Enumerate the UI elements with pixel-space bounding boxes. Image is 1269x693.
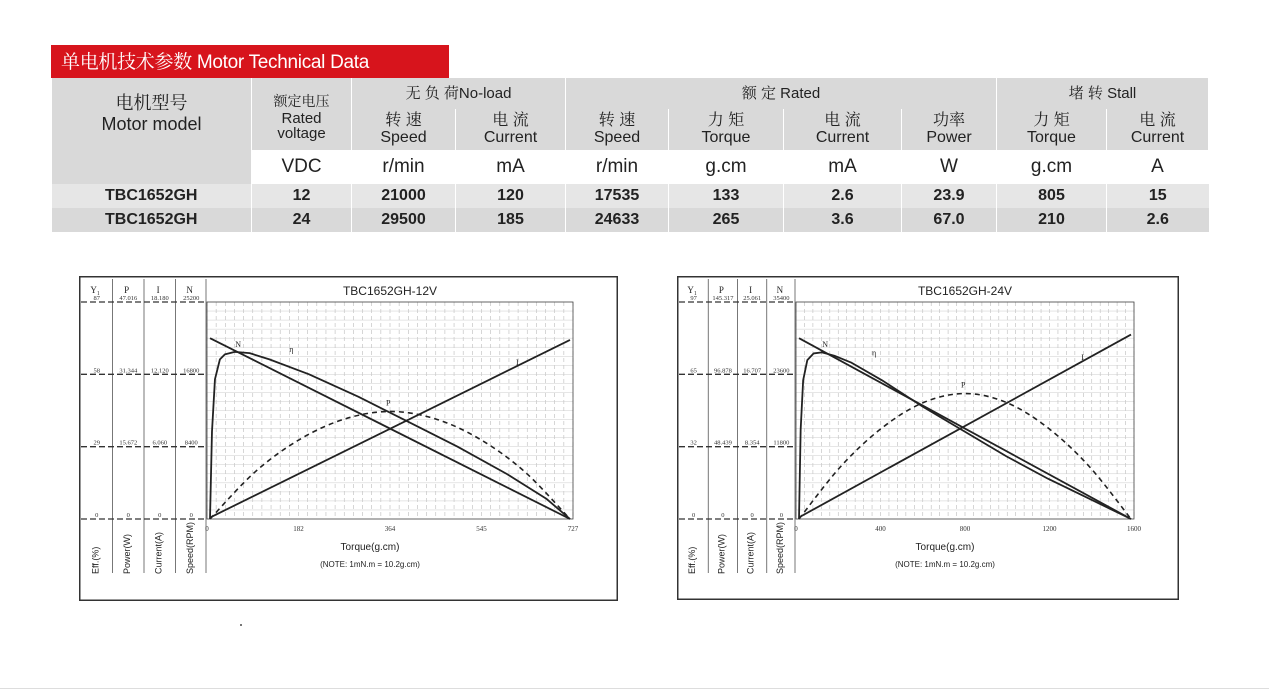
axis-header: I xyxy=(749,285,753,295)
header-col: 电 流 Current xyxy=(1107,109,1209,150)
series-label: P xyxy=(386,398,391,408)
performance-chart-24v xyxy=(677,276,1179,600)
y-tick-label: 0 xyxy=(721,512,725,519)
x-tick-label: 727 xyxy=(567,525,579,533)
page-divider xyxy=(0,688,1269,689)
x-tick-label: 364 xyxy=(384,525,396,533)
header-col: 转 速 Speed xyxy=(566,109,669,150)
header-col: 功率 Power xyxy=(902,109,997,150)
x-tick-label: 1200 xyxy=(1042,525,1057,533)
header-col: 电 流 Current xyxy=(456,109,566,150)
cell-noload-current: 120 xyxy=(456,184,566,208)
axis-header: Y₁ xyxy=(687,285,697,295)
cell-rated-torque: 133 xyxy=(669,184,784,208)
y-tick-label: 58 xyxy=(93,367,100,375)
y-axis-label: Speed(RPM) xyxy=(184,521,195,574)
y-tick-label: 35400 xyxy=(773,295,790,302)
y-tick-label: 32 xyxy=(690,439,697,447)
unit-cell: g.cm xyxy=(997,150,1107,184)
y-tick-label: 97 xyxy=(690,295,697,302)
cell-voltage: 12 xyxy=(252,184,352,208)
cell-stall-current: 15 xyxy=(1107,184,1209,208)
axis-header: N xyxy=(186,285,193,295)
y-tick-label: 96.878 xyxy=(713,367,732,375)
y-tick-label: 0 xyxy=(95,512,99,519)
cell-rated-power: 67.0 xyxy=(902,208,997,232)
y-tick-label: 47.016 xyxy=(119,295,138,302)
cell-noload-speed: 29500 xyxy=(352,208,456,232)
x-tick-label: 182 xyxy=(293,525,304,533)
cell-voltage: 24 xyxy=(252,208,352,232)
table-row xyxy=(52,208,1209,232)
unit-cell: VDC xyxy=(252,150,352,184)
cell-model: TBC1652GH xyxy=(52,208,252,232)
cell-rated-torque: 265 xyxy=(669,208,784,232)
y-axis-label: Power(W) xyxy=(716,534,727,574)
performance-chart-12v xyxy=(79,276,618,601)
cell-rated-current: 2.6 xyxy=(784,184,902,208)
y-tick-label: 0 xyxy=(126,512,130,519)
header-col: 转 速 Speed xyxy=(352,109,456,150)
axis-header: N xyxy=(776,285,784,295)
y-tick-label: 48.439 xyxy=(713,439,732,447)
y-tick-label: 6.060 xyxy=(152,439,168,447)
unit-cell: mA xyxy=(456,150,566,184)
y-tick-label: 8400 xyxy=(184,439,198,447)
x-axis-label: Torque(g.cm) xyxy=(340,542,400,553)
unit-cell: r/min xyxy=(566,150,669,184)
unit-cell: r/min xyxy=(352,150,456,184)
x-axis-label: Torque(g.cm) xyxy=(915,542,975,553)
series-label: η xyxy=(872,348,877,358)
cell-rated-current: 3.6 xyxy=(784,208,902,232)
y-tick-label: 8.354 xyxy=(744,439,760,447)
header-rated-voltage: 额定电压 Rated voltage xyxy=(252,78,352,150)
cell-model: TBC1652GH xyxy=(52,184,252,208)
table-row xyxy=(52,184,1209,208)
y-tick-label: 0 xyxy=(692,512,696,519)
series-label: N xyxy=(235,339,241,349)
chart-svg xyxy=(79,276,618,601)
section-title: 单电机技术参数 Motor Technical Data xyxy=(51,45,449,78)
x-tick-label: 0 xyxy=(794,525,798,533)
axis-header: P xyxy=(718,285,724,295)
y-tick-label: 25.061 xyxy=(743,295,762,302)
unit-cell: g.cm xyxy=(669,150,784,184)
y-axis-label: Current(A) xyxy=(745,531,756,574)
unit-cell: A xyxy=(1107,150,1209,184)
header-model: 电机型号 Motor model xyxy=(52,78,252,150)
y-axis-label: Current(A) xyxy=(153,531,164,574)
chart-note: (NOTE: 1mN.m = 10.2g.cm) xyxy=(895,560,995,569)
x-tick-label: 800 xyxy=(959,525,971,533)
unit-cell: mA xyxy=(784,150,902,184)
y-tick-label: 0 xyxy=(779,512,783,519)
series-label: P xyxy=(961,380,966,390)
cell-rated-speed: 24633 xyxy=(566,208,669,232)
y-tick-label: 87 xyxy=(93,295,100,302)
y-tick-label: 16.707 xyxy=(743,367,762,375)
x-tick-label: 400 xyxy=(875,525,886,533)
header-noload: 无 负 荷No-load xyxy=(352,78,566,109)
x-tick-label: 0 xyxy=(205,525,209,533)
cell-stall-current: 2.6 xyxy=(1107,208,1209,232)
chart-title: TBC1652GH-24V xyxy=(917,284,1013,298)
y-tick-label: 31.344 xyxy=(119,367,138,375)
series-label: η xyxy=(289,345,294,355)
y-tick-label: 11800 xyxy=(773,439,790,447)
cell-stall-torque: 210 xyxy=(997,208,1107,232)
y-tick-label: 18.180 xyxy=(150,295,169,302)
cell-noload-current: 185 xyxy=(456,208,566,232)
cell-rated-speed: 17535 xyxy=(566,184,669,208)
y-tick-label: 23600 xyxy=(773,367,790,375)
cell-noload-speed: 21000 xyxy=(352,184,456,208)
y-tick-label: 12.120 xyxy=(150,367,169,375)
y-tick-label: 29 xyxy=(93,439,100,447)
motor-spec-table xyxy=(51,78,1209,232)
y-tick-label: 16800 xyxy=(183,367,200,375)
unit-cell: W xyxy=(902,150,997,184)
header-stall: 堵 转 Stall xyxy=(997,78,1209,109)
y-axis-label: Eff.(%) xyxy=(687,546,698,574)
header-col: 力 矩 Torque xyxy=(669,109,784,150)
y-tick-label: 0 xyxy=(750,512,754,519)
decorative-dot xyxy=(240,624,242,626)
axis-header: I xyxy=(156,285,160,295)
y-axis-label: Speed(RPM) xyxy=(774,521,785,574)
y-tick-label: 15.672 xyxy=(119,439,138,447)
chart-note: (NOTE: 1mN.m = 10.2g.cm) xyxy=(320,560,420,569)
series-label: I xyxy=(516,357,519,367)
series-label: N xyxy=(822,339,829,349)
y-tick-label: 145.317 xyxy=(712,295,734,302)
series-label: I xyxy=(1081,353,1084,363)
axis-header: P xyxy=(124,285,130,295)
axis-header: Y₁ xyxy=(90,285,100,295)
cell-rated-power: 23.9 xyxy=(902,184,997,208)
y-tick-label: 0 xyxy=(158,512,162,519)
cell-stall-torque: 805 xyxy=(997,184,1107,208)
x-tick-label: 1600 xyxy=(1127,525,1141,533)
y-axis-label: Power(W) xyxy=(121,534,132,574)
header-col: 电 流 Current xyxy=(784,109,902,150)
chart-title: TBC1652GH-12V xyxy=(342,284,438,298)
chart-svg xyxy=(677,276,1179,600)
y-tick-label: 25200 xyxy=(183,295,200,302)
y-axis-label: Eff.(%) xyxy=(90,546,101,574)
x-tick-label: 545 xyxy=(476,525,487,533)
header-col: 力 矩 Torque xyxy=(997,109,1107,150)
y-tick-label: 0 xyxy=(189,512,193,519)
header-rated: 额 定 Rated xyxy=(566,78,997,109)
unit-row-spacer xyxy=(52,150,252,184)
y-tick-label: 65 xyxy=(690,367,697,375)
